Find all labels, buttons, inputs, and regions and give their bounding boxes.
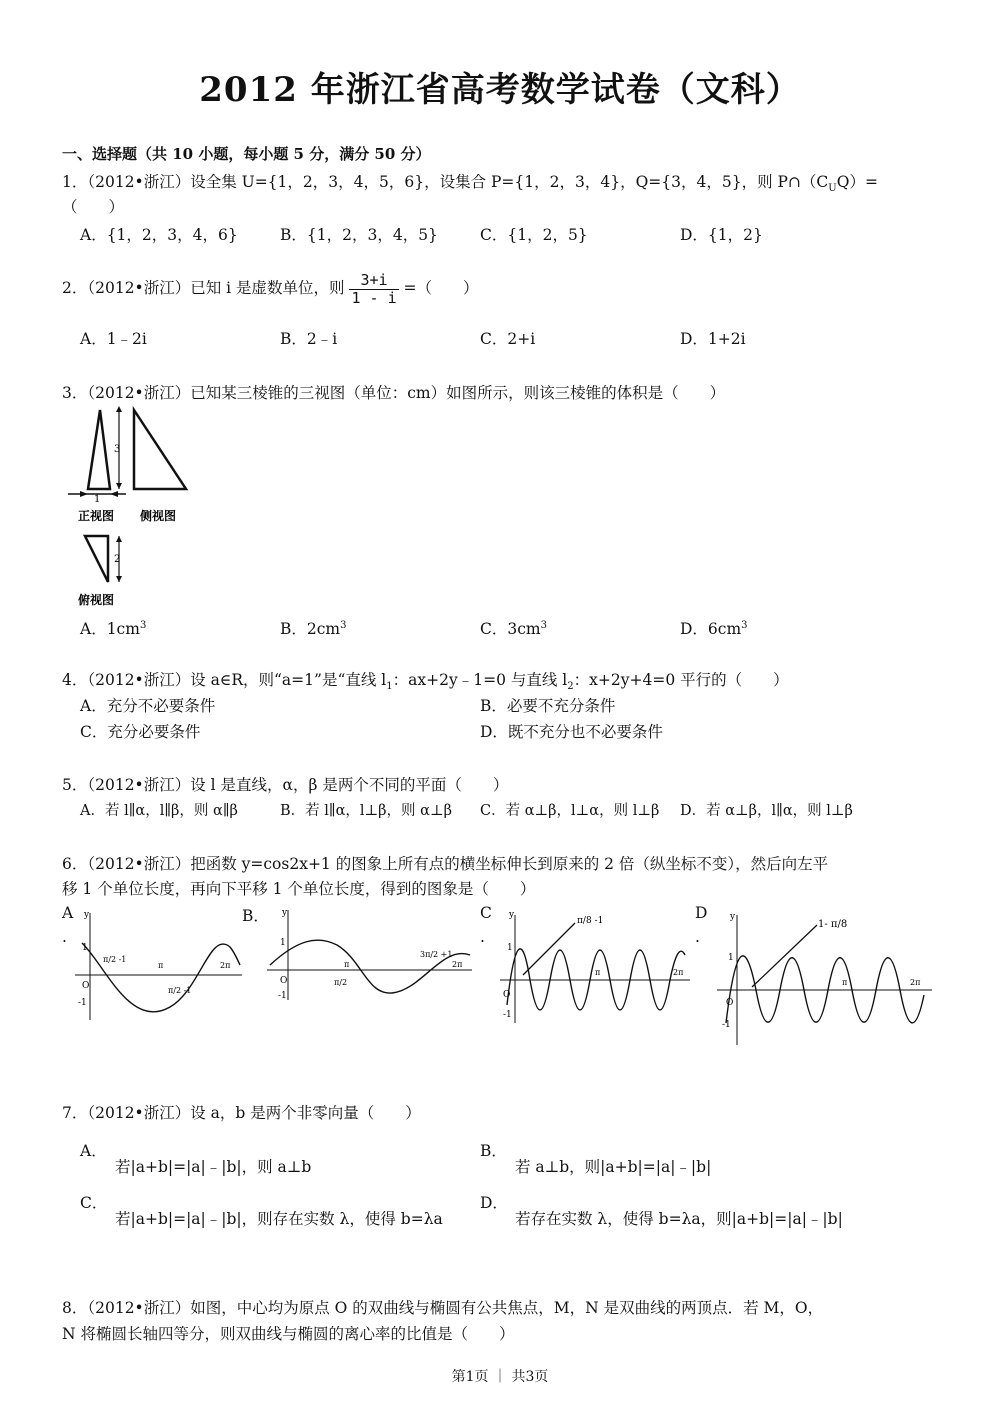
graph-b-y-label: y (282, 908, 288, 918)
q5-option-c: C．若 α⊥β，l⊥α，则 l⊥β (480, 803, 660, 819)
question-2-stem (62, 272, 479, 306)
q3-option-b-sup: 3 (340, 619, 347, 631)
graph-a-tick-m1: -1 (78, 998, 87, 1008)
q3-option-b-text: B．2cm (280, 620, 341, 638)
question-5-stem: 5．（2012•浙江）设 l 是直线，α，β 是两个不同的平面（ ） (62, 776, 509, 794)
question-6-stem-line1: 6．（2012•浙江）把函数 y=cos2x+1 的图象上所有点的横坐标伸长到原来的 2 倍（纵坐标不变），然后向左平 (62, 855, 829, 873)
q7-option-a: 若|a+b|=|a|﹣|b|，则 a⊥b (115, 1158, 312, 1176)
question-8-stem-line1: 8．（2012•浙江）如图，中心均为原点 O 的双曲线与椭圆有公共焦点，M，N 是双曲线的两顶点．若 M，O， (62, 1299, 824, 1317)
graph-c-label-pi: π (595, 968, 601, 977)
graph-b-label-2: 3π/2 +1 (420, 950, 453, 959)
graph-d-curve (726, 956, 924, 1023)
q3-option-b (280, 617, 347, 639)
graph-c (495, 905, 695, 1025)
q2-denominator: 1 - i (351, 288, 397, 307)
q3-option-d-sup: 3 (741, 619, 748, 631)
q3-option-c (480, 617, 547, 639)
graph-d-tick-1: 1 (728, 953, 734, 963)
graph-a-origin: O (82, 981, 90, 991)
q4-option-c: C．充分必要条件 (80, 723, 201, 741)
q7-option-d: 若存在实数 λ，使得 b=λa，则|a+b|=|a|﹣|b| (515, 1210, 843, 1228)
q3-option-d (680, 617, 748, 639)
graph-b (262, 905, 477, 1005)
q2-option-c: C．2+i (480, 330, 536, 348)
q3-option-d-text: D．6cm (680, 620, 742, 638)
front-arrow-right (110, 491, 118, 497)
dim-label-3: 3 (114, 444, 121, 455)
graph-c-label-2pi: 2π (673, 968, 684, 977)
graph-d-label-pi: π (842, 978, 848, 987)
page-footer: 第1页 ｜ 共3页 (451, 1369, 549, 1385)
graph-b-label-pi: π (344, 960, 350, 969)
top-view-caption: 俯视图 (78, 593, 115, 607)
graph-b-tick-m1: -1 (278, 991, 287, 1001)
q4-stem-b: ：ax+2y﹣1=0 与直线 l (392, 671, 568, 689)
q7-option-c: 若|a+b|=|a|﹣|b|，则存在实数 λ，使得 b=λa (115, 1210, 443, 1228)
graph-a-label-pi: π (158, 961, 164, 970)
q4-option-d: D．既不充分也不必要条件 (480, 723, 663, 741)
top-arrow-down (116, 576, 122, 582)
q1-option-c: C．{1，2，5} (480, 226, 588, 244)
q6-label-c: C (480, 904, 492, 922)
q1-option-b: B．{1，2，3，4，5} (280, 226, 438, 244)
q3-option-a-text: A．1cm (80, 620, 140, 638)
graph-d-annotation: 1- π/8 (818, 919, 848, 930)
q4-sub1: 1 (386, 681, 393, 693)
graph-d-y-label: y (730, 912, 736, 922)
graph-c-tick-1: 1 (507, 943, 513, 953)
graph-b-origin: O (280, 976, 288, 986)
front-arrow-down (116, 483, 122, 489)
q3-option-c-text: C．3cm (480, 620, 541, 638)
q4-stem-c: ：x+2y+4=0 平行的（ ） (573, 671, 789, 689)
q5-option-b: B．若 l∥α，l⊥β，则 α⊥β (280, 803, 452, 819)
q6-label-d: D (695, 904, 708, 922)
section-heading: 一、选择题（共 10 小题，每小题 5 分，满分 50 分） (62, 145, 431, 163)
q6-label-a: A (62, 904, 74, 922)
q1-stem-line2: （ ） (62, 198, 125, 216)
graph-c-tick-m1: -1 (503, 1010, 512, 1020)
q7-option-c-label: C． (80, 1194, 108, 1212)
q6-dot-a: . (62, 928, 67, 946)
q3-option-a-sup: 3 (139, 619, 147, 631)
q6-label-b: B． (242, 907, 269, 925)
graph-a-label-2: π/2 -1 (168, 986, 192, 995)
graph-c-y-label: y (509, 910, 515, 920)
side-view (134, 410, 186, 489)
q6-dot-d: . (695, 928, 700, 946)
q2-stem-post: =（ ） (403, 279, 479, 297)
dim-label-2: 2 (114, 554, 121, 565)
graph-a (70, 905, 245, 1025)
graph-c-curve (507, 949, 685, 1010)
q2-option-b: B．2﹣i (280, 330, 338, 348)
q4-option-b: B．必要不充分条件 (480, 697, 616, 715)
q2-stem-pre: 2．（2012•浙江）已知 i 是虚数单位，则 (62, 279, 345, 297)
q2-fraction (349, 272, 398, 306)
q1-option-d: D．{1，2} (680, 226, 763, 244)
three-view-figure (58, 404, 198, 612)
q4-option-a: A．充分不必要条件 (80, 697, 216, 715)
question-6-stem-line2: 移 1 个单位长度，再向下平移 1 个单位长度，得到的图象是（ ） (62, 880, 536, 898)
q2-option-d: D．1+2i (680, 330, 746, 348)
graph-b-label-2pi: 2π (452, 960, 463, 969)
graph-b-curve (270, 940, 470, 993)
q7-option-b: 若 a⊥b，则|a+b|=|a|﹣|b| (515, 1158, 712, 1176)
q7-option-d-label: D． (480, 1194, 508, 1212)
q5-option-d: D．若 α⊥β，l∥α，则 l⊥β (680, 803, 853, 819)
graph-a-curve (82, 943, 240, 1012)
q1-option-a: A．{1，2，3，4，6} (80, 226, 238, 244)
side-view-caption: 侧视图 (140, 509, 177, 523)
q6-dot-c: . (480, 928, 485, 946)
front-view-caption: 正视图 (78, 509, 115, 523)
front-arrow-up (116, 406, 122, 412)
question-1-stem (62, 170, 878, 194)
top-arrow-up (116, 536, 122, 542)
graph-d-origin: O (726, 998, 734, 1008)
graph-d-tick-m1: -1 (722, 1020, 731, 1030)
front-arrow-left (80, 491, 88, 497)
graph-c-origin: O (503, 990, 511, 1000)
q7-option-a-label: A． (80, 1142, 107, 1160)
question-3-stem: 3．（2012•浙江）已知某三棱锥的三视图（单位：cm）如图所示，则该三棱锥的体积是（ ） (62, 384, 726, 402)
graph-a-y-label: y (84, 910, 90, 920)
q1-stem-end: Q）= (836, 173, 878, 191)
question-4-stem (62, 668, 789, 692)
q2-option-a: A．1﹣2i (80, 330, 147, 348)
graph-d-label-2pi: 2π (910, 978, 921, 987)
graph-b-label-1: π/2 (334, 978, 348, 987)
question-8-stem-line2: N 将椭圆长轴四等分，则双曲线与椭圆的离心率的比值是（ ） (62, 1325, 515, 1343)
q2-numerator: 3+i (349, 272, 398, 290)
q4-stem-a: 4．（2012•浙江）设 a∈R，则“a=1”是“直线 l (62, 671, 387, 689)
q7-option-b-label: B． (480, 1142, 507, 1160)
graph-a-label-2pi: 2π (220, 961, 231, 970)
q3-option-a (80, 617, 146, 639)
graph-c-annotation: π/8 -1 (577, 916, 604, 926)
q1-stem-text: 1．（2012•浙江）设全集 U={1，2，3，4，5，6}，设集合 P={1，2，3，4}，Q={3，4，5}，则 P∩（C (62, 173, 829, 191)
graph-b-tick-1: 1 (280, 938, 286, 948)
q4-sub2: 2 (567, 681, 574, 693)
question-7-stem: 7．（2012•浙江）设 a，b 是两个非零向量（ ） (62, 1104, 421, 1122)
page-title: 2012 年浙江省高考数学试卷（文科） (199, 70, 801, 110)
q5-option-a: A．若 l∥α，l∥β，则 α∥β (80, 803, 238, 819)
graph-a-tick-1: 1 (82, 943, 88, 953)
graph-a-label-1: π/2 -1 (103, 955, 127, 964)
graph-d (712, 905, 937, 1050)
graph-d-pointer (752, 925, 817, 987)
dim-label-1: 1 (94, 494, 101, 505)
q1-stem-sub: U (828, 183, 837, 195)
q3-option-c-sup: 3 (540, 619, 547, 631)
